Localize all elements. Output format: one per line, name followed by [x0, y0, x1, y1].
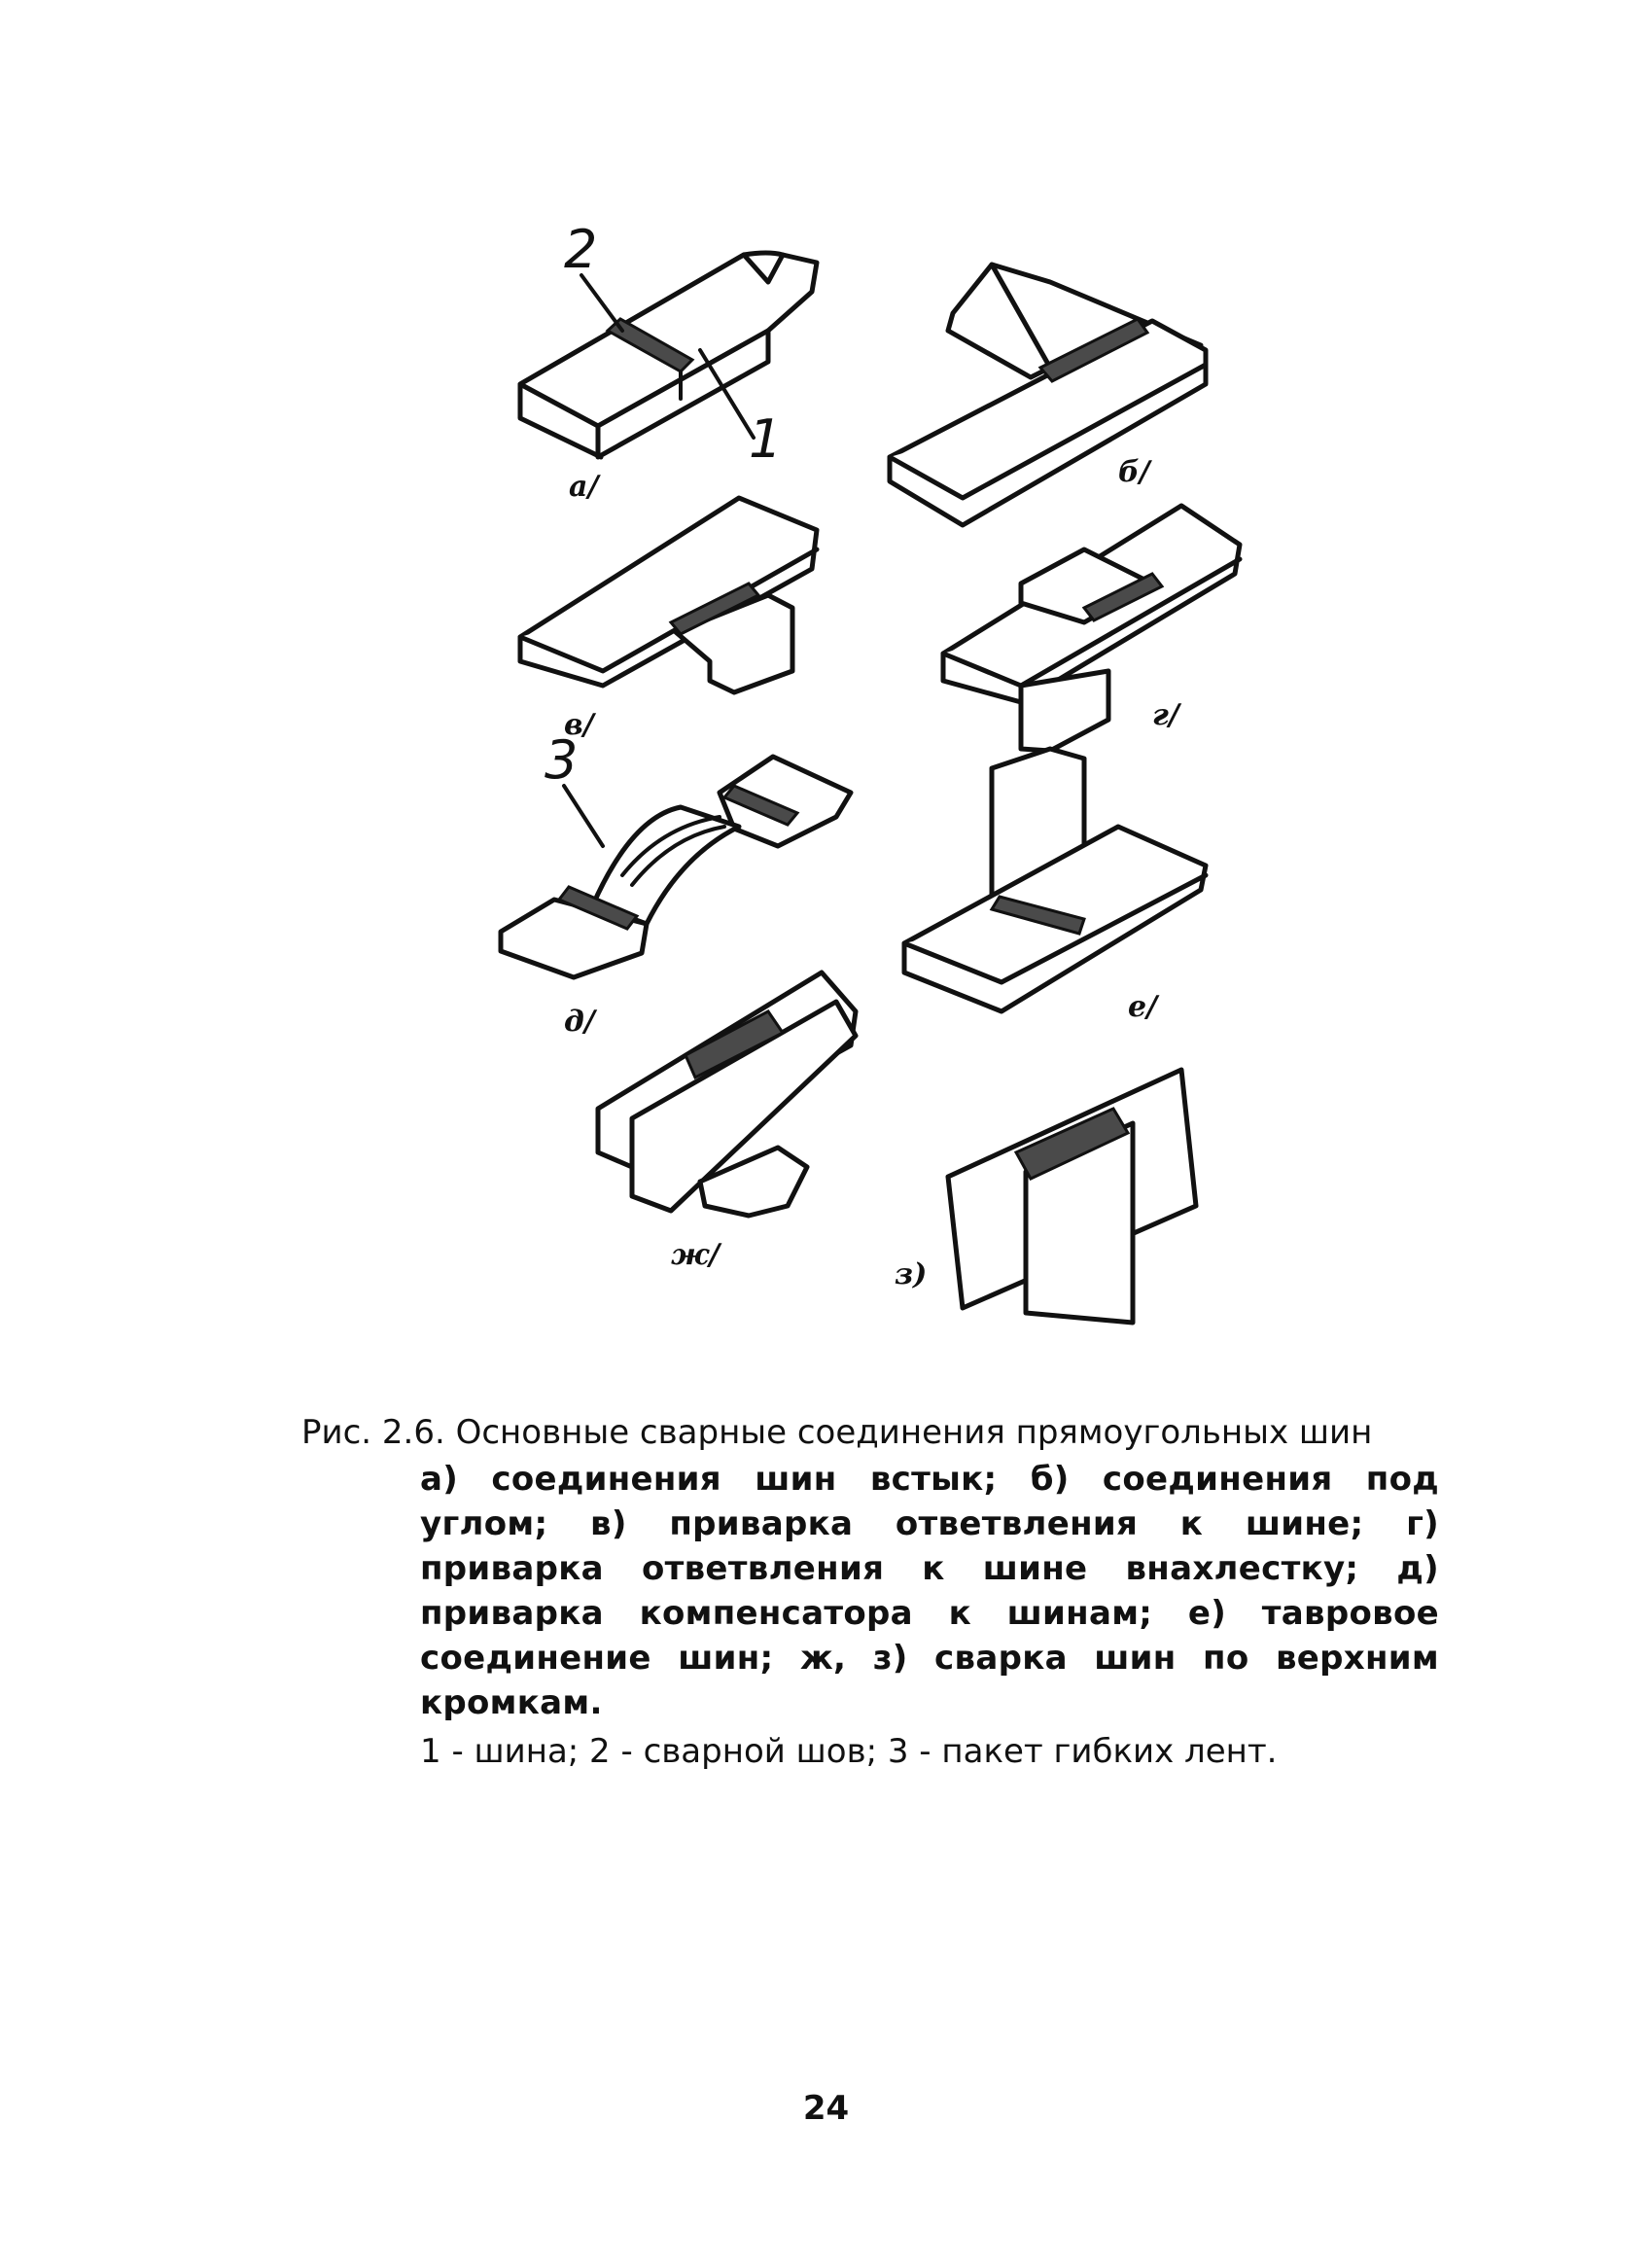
- diagram-b-angle-joint: [890, 265, 1206, 525]
- sublabel-h: з): [895, 1257, 928, 1291]
- caption-title: Рис. 2.6. Основные сварные соединения прямоугольных шин: [301, 1413, 1373, 1452]
- sublabel-e: д/: [564, 1005, 595, 1039]
- diagram-g-top-edge-weld: [598, 972, 856, 1216]
- diagram-h-top-edge-weld: [948, 1070, 1196, 1323]
- callout-1: 1: [749, 408, 783, 470]
- caption-legend: 1 - шина; 2 - сварной шов; 3 - пакет гибких лент.: [420, 1732, 1278, 1771]
- sublabel-a: а/: [569, 470, 599, 504]
- diagram-f-tee-joint: [904, 749, 1206, 1011]
- diagram-c-branch: [520, 498, 817, 692]
- page-number: 24: [802, 2089, 850, 2128]
- caption-body: а) соединения шин встык; б) соединения под углом; в) приварка ответвления к шине; г) приварка ответвления к шине внахлестку; д) приварка компенсатора к шинам; е) тавровое соединение шин; ж, з) сварка шин по верхним кромкам.: [420, 1460, 1439, 1722]
- figure-caption: [301, 1410, 1439, 1774]
- callout-2: 2: [564, 219, 598, 280]
- sublabel-d: г/: [1152, 698, 1179, 732]
- sublabel-c: в/: [564, 708, 594, 742]
- sublabel-b: б/: [1118, 455, 1150, 489]
- callout-3: 3: [545, 729, 579, 791]
- diagram-d-lap-branch: [943, 506, 1240, 751]
- sublabel-f: е/: [1128, 990, 1158, 1024]
- sublabel-g: ж/: [671, 1238, 721, 1272]
